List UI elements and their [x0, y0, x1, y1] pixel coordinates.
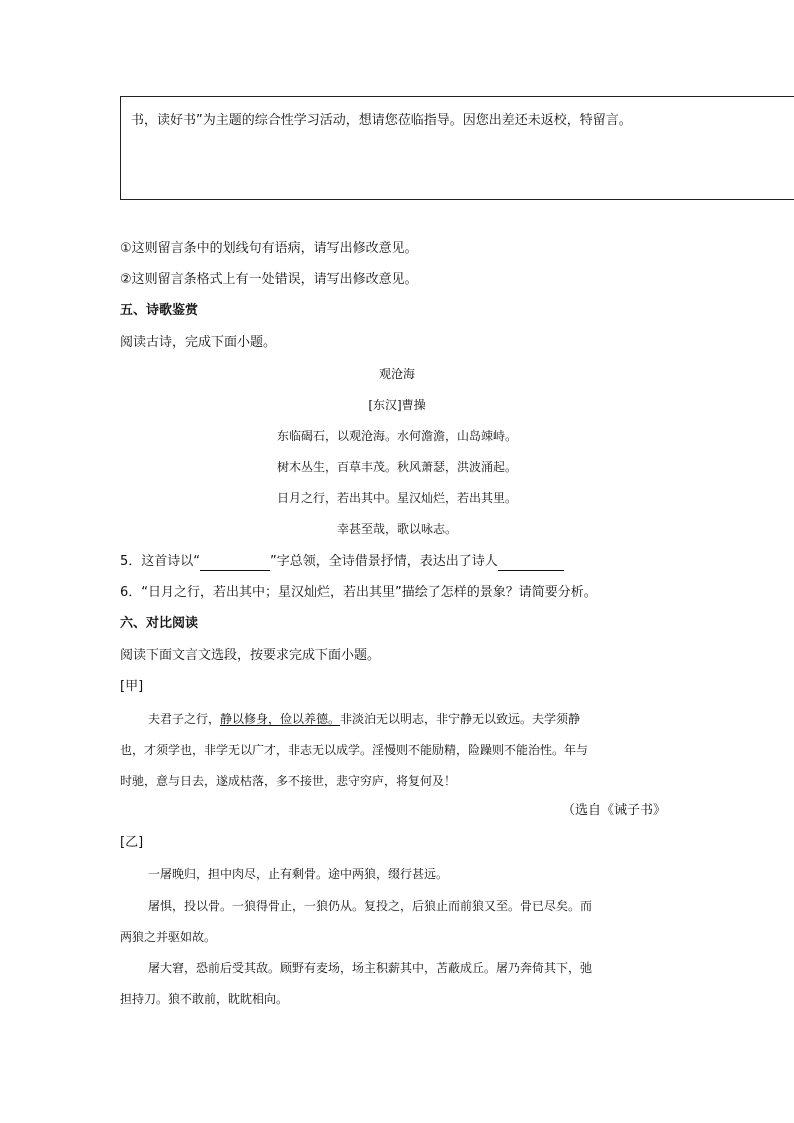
passage-jia-line: 也，才须学也，非学无以广才，非志无以成学。淫慢则不能励精，险躁则不能治性。年与 — [120, 743, 589, 757]
poem-line: 日月之行，若出其中。星汉灿烂，若出其里。 — [276, 491, 517, 505]
poem-line: 幸甚至哉，歌以咏志。 — [336, 522, 457, 536]
passage-yi-line: 屠大窘，恐前后受其敌。顾野有麦场，场主积薪其中，苫蔽成丘。屠乃奔倚其下，弛 — [148, 961, 593, 975]
passage-jia-label: [甲] — [120, 679, 144, 694]
passage-yi-line: 担持刀。狼不敢前，眈眈相向。 — [120, 992, 289, 1006]
passage-text: 非淡泊无以明志，非宁静无以致远。夫学须静 — [340, 712, 581, 726]
question-5 — [120, 553, 564, 571]
note-text: 书，读好书”为主题的综合性学习活动，想请您莅临指导。因您出差还未返校，特留言。 — [131, 113, 632, 128]
poem-title: 观沧海 — [378, 367, 415, 381]
message-note-box — [120, 96, 794, 200]
section6-instruction: 阅读下面文言文选段，按要求完成下面小题。 — [120, 648, 381, 663]
passage-yi-line: 两狼之并驱如故。 — [120, 930, 217, 944]
poem-line: 东临碣石，以观沧海。水何澹澹，山岛竦峙。 — [276, 429, 517, 443]
passage-yi-line: 屠惧，投以骨。一狼得骨止，一狼仍从。复投之，后狼止而前狼又至。骨已尽矣。而 — [148, 899, 593, 913]
poem-line: 树木丛生，百草丰茂。秋风萧瑟，洪波涌起。 — [276, 460, 517, 474]
section5-instruction: 阅读古诗，完成下面小题。 — [120, 335, 277, 350]
poem-author: [东汉]曹操 — [368, 398, 426, 412]
passage-yi-line: 一屠晚归，担中肉尽，止有剩骨。途中两狼，缀行甚远。 — [148, 867, 449, 881]
question-5-prefix: 5．这首诗以“ — [120, 554, 201, 569]
note-question-1: ①这则留言条中的划线句有语病，请写出修改意见。 — [120, 241, 418, 256]
answer-blank[interactable] — [200, 556, 270, 571]
note-question-2: ②这则留言条格式上有一处错误，请写出修改意见。 — [120, 272, 418, 287]
section6-heading: 六、对比阅读 — [120, 616, 199, 631]
passage-yi-label: [乙] — [120, 835, 144, 850]
underlined-sentence: 静以修身，俭以养德。 — [220, 712, 341, 726]
section5-heading: 五、诗歌鉴赏 — [120, 303, 199, 318]
passage-jia-line — [148, 711, 580, 727]
passage-jia-source: （选自《诫子书》 — [561, 803, 666, 818]
passage-text: 夫君子之行， — [148, 712, 221, 726]
question-6: 6．“日月之行，若出其中；星汉灿烂，若出其里”描绘了怎样的景象？请简要分析。 — [120, 585, 597, 600]
question-5-mid: ”字总领，全诗借景抒情，表达出了诗人 — [270, 554, 498, 569]
answer-blank[interactable] — [498, 556, 564, 571]
passage-jia-line: 时驰，意与日去，遂成枯落，多不接世，悲守穷庐，将复何及！ — [120, 774, 457, 788]
